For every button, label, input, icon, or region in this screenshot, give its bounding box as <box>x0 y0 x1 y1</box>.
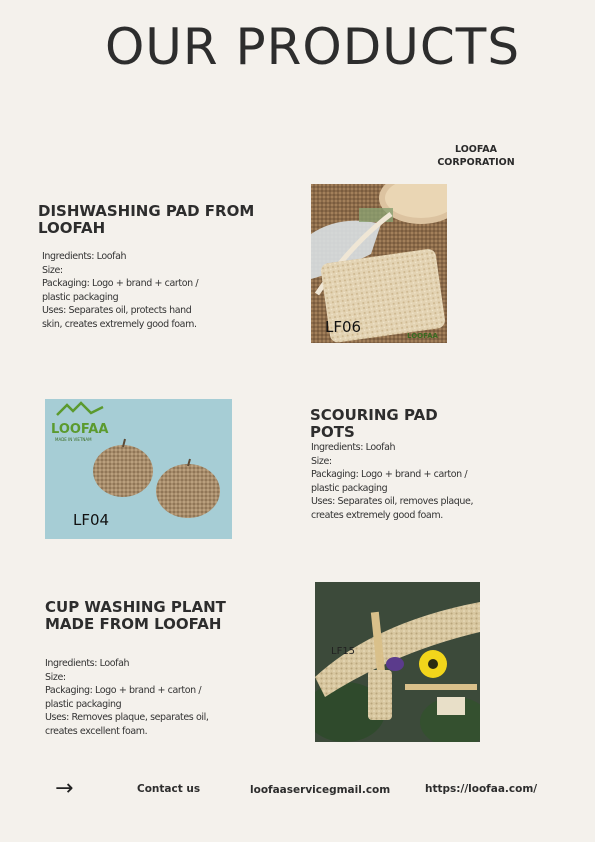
product-2-packaging: Packaging: Logo + brand + carton / plastic packaging <box>311 469 468 494</box>
product-3-details <box>45 657 245 738</box>
product-3-image <box>315 582 480 742</box>
product-2-size: Size: <box>311 455 332 467</box>
loofah-pad-photo <box>311 184 447 343</box>
contact-link[interactable]: Contact us <box>137 783 201 795</box>
product-1-brand: LOOFAA <box>407 332 438 340</box>
company-name: LOOFAA CORPORATION <box>437 144 515 168</box>
product-3-title: CUP WASHING PLANT MADE FROM LOOFAH <box>45 598 226 633</box>
product-1-code: LF06 <box>325 318 362 336</box>
product-2-details <box>311 441 511 522</box>
product-1-details <box>42 250 242 331</box>
cup-washing-plant-photo <box>315 582 480 742</box>
product-1-size: Size: <box>42 264 63 276</box>
product-3-code: LF15 <box>331 646 356 657</box>
email-link[interactable]: loofaaservicegmail.com <box>250 784 391 796</box>
product-3-ingredients: Ingredients: Loofah <box>45 658 130 669</box>
website-link[interactable]: https://loofaa.com/ <box>425 783 538 795</box>
product-3-size: Size: <box>45 671 66 683</box>
product-1-image <box>311 184 447 343</box>
product-2-title: SCOURING PAD POTS <box>310 406 438 441</box>
product-3-uses: Uses: Removes plaque, separates oil, creates excellent foam. <box>45 712 209 737</box>
product-2-code: LF04 <box>73 511 110 529</box>
product-1-title: DISHWASHING PAD FROM LOOFAH <box>38 202 255 237</box>
yellow-flower-icon <box>419 650 447 678</box>
product-3-packaging: Packaging: Logo + brand + carton / plastic packaging <box>45 685 202 710</box>
product-2-brand-tagline: MADE IN VIETNAM <box>55 437 92 442</box>
scouring-pad-photo <box>45 399 232 539</box>
product-1-ingredients: Ingredients: Loofah <box>42 251 127 262</box>
product-2-image <box>45 399 232 539</box>
product-2-ingredients: Ingredients: Loofah <box>311 442 396 453</box>
product-1-uses: Uses: Separates oil, protects hand skin, creates extremely good foam. <box>42 305 197 330</box>
product-2-brand: LOOFAA <box>51 422 109 437</box>
page-title: OUR PRODUCTS <box>104 18 521 76</box>
arrow-right-icon: → <box>55 776 74 801</box>
product-2-uses: Uses: Separates oil, removes plaque, creates extremely good foam. <box>311 496 474 521</box>
product-1-packaging: Packaging: Logo + brand + carton / plastic packaging <box>42 278 199 303</box>
